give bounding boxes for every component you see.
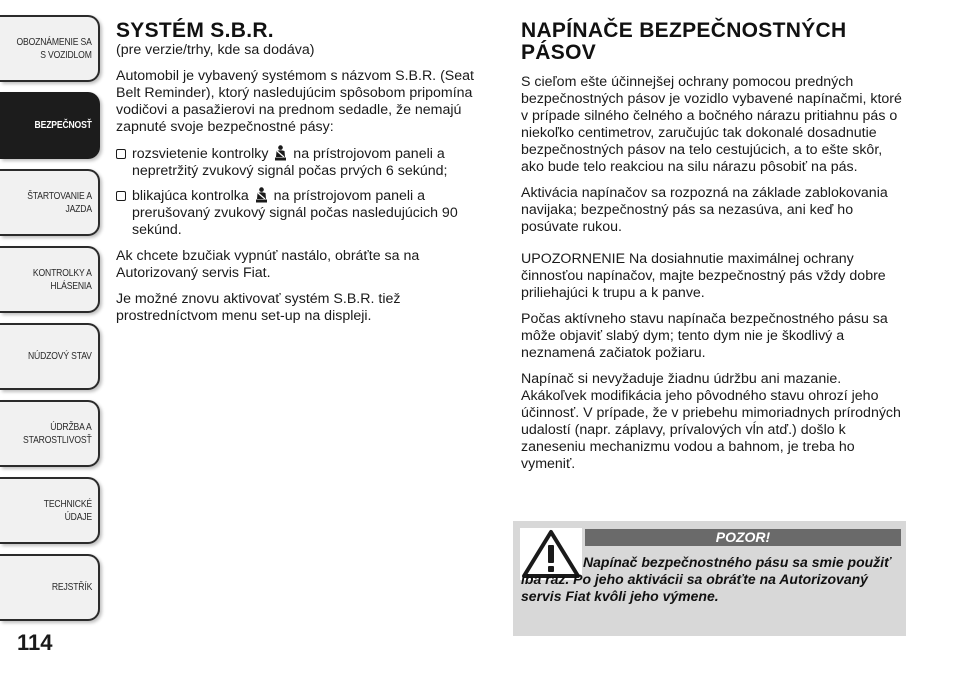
paragraph-reactivate: Je možné znovu aktivovať systém S.B.R. tiež prostredníctvom menu set-up na displeji. [116,291,401,324]
warning-text: Napínač bezpečnostného pásu sa smie použiť iba raz. Po jeho aktivácii sa obráťte na Autorizovaný servis Fiat kvôli jeho výmene. [521,554,891,604]
tab-label: REJSTŘÍK [51,581,92,593]
tab-label: ÚDRŽBA A STAROSTLIVOSŤ [23,420,92,446]
intro-paragraph: Automobil je vybavený systémom s názvom S.B.R. (Seat Belt Reminder), ktorý nasledujúcim spôsobom pripomína vodičovi a pasažierovi na prednom sedadle, že nemajú zapnuté svoje bezpečnostné pásy: [116,68,474,135]
bullet-text-start: rozsvietenie kontrolky [132,146,273,162]
section-title-sbr: SYSTÉM S.B.R. [116,19,274,42]
tab-label: KONTROLKY A HLÁSENIA [33,266,92,292]
tab-label: BEZPEČNOSŤ [34,119,92,131]
tab-kontrolky[interactable] [0,246,100,313]
paragraph-upozornenie: UPOZORNENIE Na dosiahnutie maximálnej ochrany činnosťou napínačov, majte bezpečnostný pás vždy dobre priliehajúci k trupu a k panve. [521,251,886,301]
tab-startovanie[interactable] [0,169,100,236]
checkbox-bullet-icon [116,191,126,201]
paragraph: Aktivácia napínačov sa rozpozná na základe zablokovania navijaka; bezpečnostný pás sa nezasúva, ani keď ho posúvate rukou. [521,185,888,235]
sbr-section [116,20,501,334]
paragraph-disable-buzzer: Ak chcete bzučiak vypnúť nastálo, obráťte sa na Autorizovaný servis Fiat. [116,248,420,281]
tab-bezpecnost[interactable] [0,92,100,159]
tab-label: OBOZNÁMENIE SA S VOZIDLOM [16,35,92,61]
section-subtitle: (pre verzie/trhy, kde sa dodáva) [116,42,315,58]
pretensioner-section [521,20,906,482]
tab-nudzovy-stav[interactable] [0,323,100,390]
bullet-text-end: na prístrojovom paneli a prerušovaný zvukový signál počas nasledujúcich 90 sekúnd. [132,188,458,238]
chapter-tabs [0,15,100,631]
warning-box [513,521,906,636]
tab-rejstrik[interactable] [0,554,100,621]
tab-label: ŠTARTOVANIE A JAZDA [27,189,92,215]
list-item [116,145,501,180]
tab-udrzba[interactable] [0,400,100,467]
section-title-pretensioners: NAPÍNAČE BEZPEČNOSTNÝCH PÁSOV [521,19,847,64]
seatbelt-warning-icon [255,187,268,203]
tab-technicke-udaje[interactable] [0,477,100,544]
seatbelt-warning-icon [274,145,287,161]
bullet-text-end: na prístrojovom paneli a nepretržitý zvukový signál počas prvých 6 sekúnd; [132,146,448,179]
warning-header: POZOR! [585,529,901,546]
list-item [116,187,501,239]
paragraph: S cieľom ešte účinnejšej ochrany pomocou predných bezpečnostných pásov je vozidlo vybavené napínačmi, ktoré v prípade silného čelného a bočného nárazu pritiahnu pás o niekoľko centimetrov, zaručujúc tak dokonalé dosadnutie bezpečnostných pásov na telo cestujúcich, a to ešte skôr, ako bude telo reakciou na silu nárazu pôsobiť na pás. [521,74,902,175]
paragraph: Napínač si nevyžaduje žiadnu údržbu ani mazanie. Akákoľvek modifikácia jeho pôvodného stavu ohrozí jeho účinnosť. V prípade, že v priebehu mimoriadnych prírodných udalostí (napr. záplavy, prívalových vĺn atď.) došlo k zaneseniu mechanizmu vodou a bahnom, je treba ho vymeniť. [521,371,901,472]
checkbox-bullet-icon [116,149,126,159]
tab-oboznamenie[interactable] [0,15,100,82]
sbr-bullet-list [116,145,501,239]
tab-label: TECHNICKÉ ÚDAJE [43,497,92,523]
tab-label: NÚDZOVÝ STAV [28,350,92,362]
paragraph: Počas aktívneho stavu napínača bezpečnostného pásu sa môže objaviť slabý dym; tento dym nie je škodlivý a neznamená začiatok požiaru. [521,311,888,361]
page-number: 114 [17,630,53,655]
bullet-text-start: blikajúca kontrolka [132,188,253,204]
